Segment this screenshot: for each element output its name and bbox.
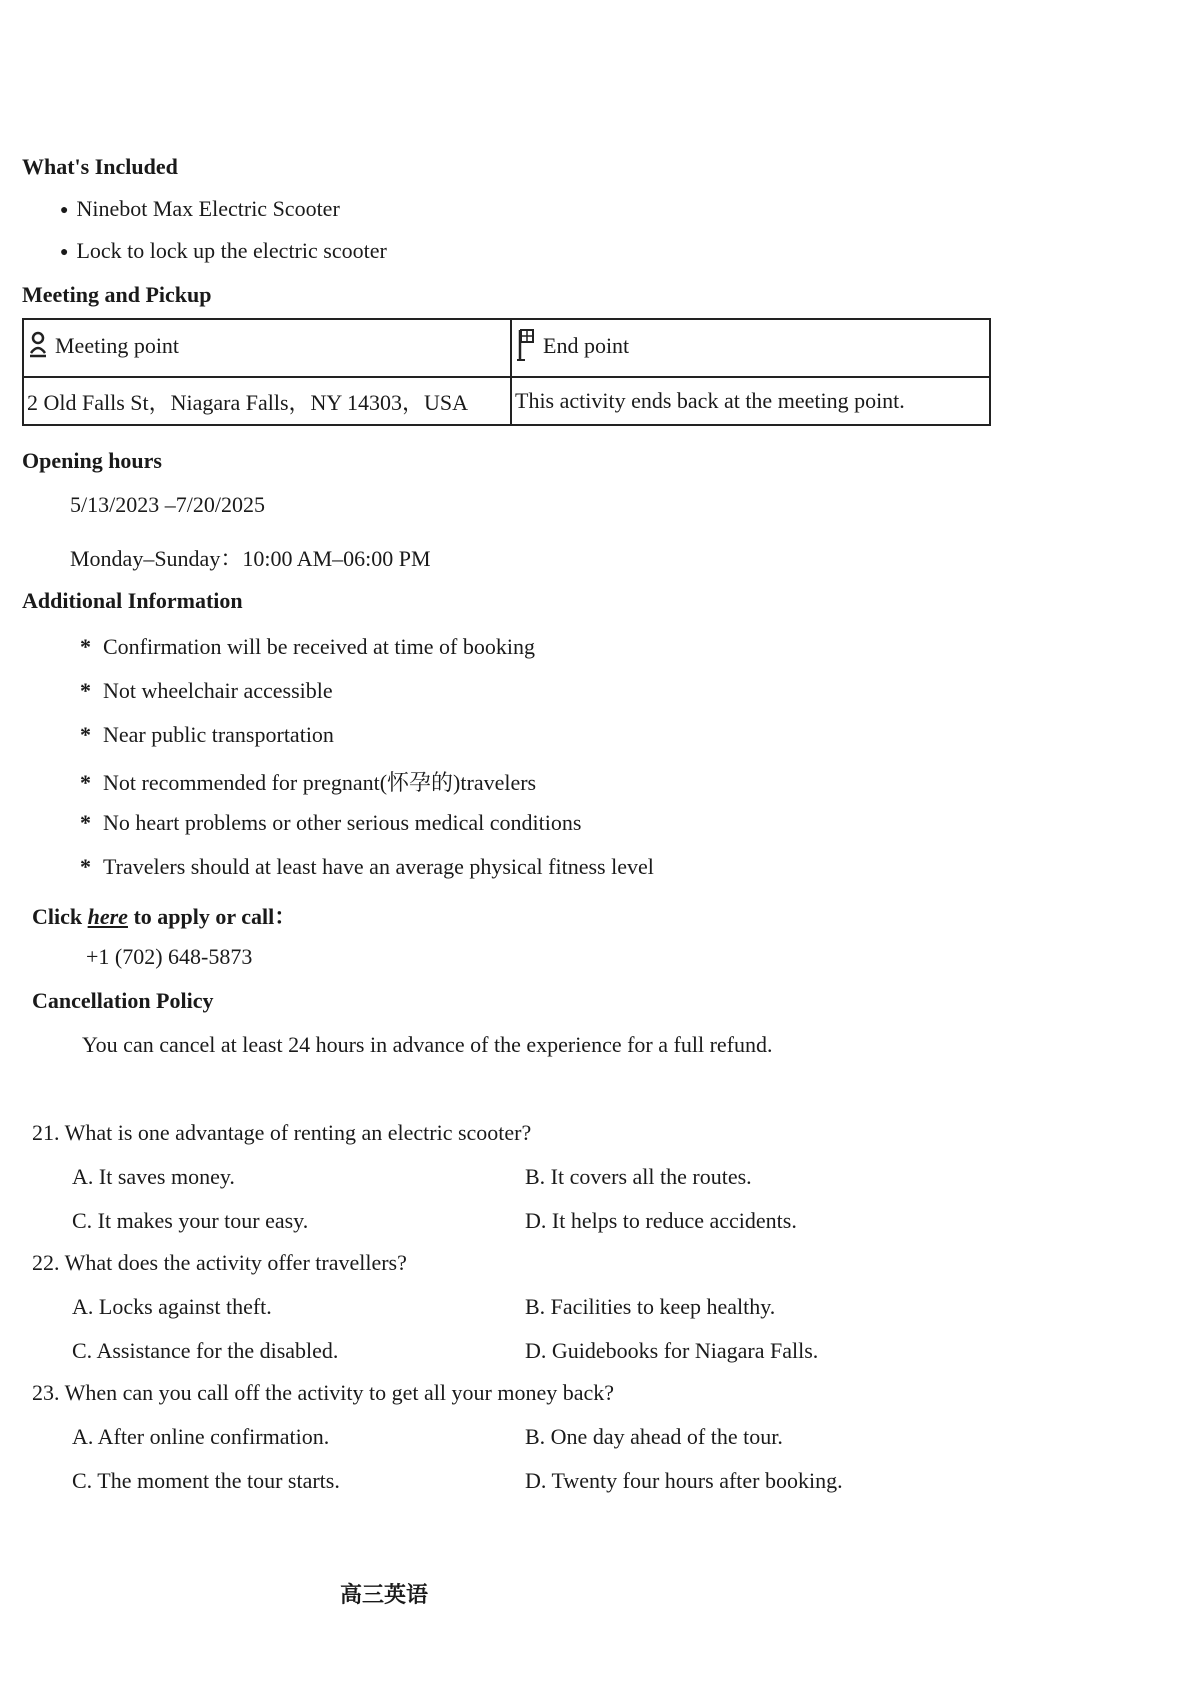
additional-item-text: Travelers should at least have an average physical fitness level — [103, 854, 654, 879]
additional-item — [80, 766, 536, 797]
meeting-point-label: Meeting point — [55, 333, 180, 359]
included-item: ● Ninebot Max Electric Scooter — [60, 196, 340, 222]
asterisk-icon: * — [80, 854, 91, 879]
additional-item-text: No heart problems or other serious medical conditions — [103, 810, 582, 835]
additional-item — [80, 678, 333, 704]
question-option: A. Locks against theft. — [72, 1294, 272, 1319]
asterisk-icon: * — [80, 722, 91, 747]
question-stem: 22. What does the activity offer travellers? — [32, 1250, 407, 1275]
end-point-header — [511, 319, 990, 377]
meeting-table — [22, 318, 991, 426]
end-point-value: This activity ends back at the meeting point. — [511, 377, 990, 425]
apply-prefix: Click — [32, 904, 88, 929]
additional-item — [80, 722, 334, 748]
additional-item — [80, 854, 654, 880]
section-heading-cancellation: Cancellation Policy — [32, 988, 214, 1013]
question-option: A. It saves money. — [72, 1164, 235, 1189]
question-option: A. After online confirmation. — [72, 1424, 330, 1449]
asterisk-icon: * — [80, 810, 91, 835]
opening-times: Monday–Sunday：10:00 AM–06:00 PM — [70, 546, 431, 571]
additional-item — [80, 634, 535, 660]
question-option: D. It helps to reduce accidents. — [525, 1208, 797, 1233]
question-option: C. The moment the tour starts. — [72, 1468, 340, 1493]
asterisk-icon: * — [80, 678, 91, 703]
question-stem: 23. When can you call off the activity to get all your money back? — [32, 1380, 615, 1405]
section-heading-hours: Opening hours — [22, 448, 162, 473]
apply-suffix: to apply or call： — [127, 904, 297, 929]
question-option: B. Facilities to keep healthy. — [525, 1294, 776, 1319]
meeting-point-value: 2 Old Falls St，Niagara Falls，NY 14303，USA — [23, 377, 511, 425]
flag-icon — [515, 328, 537, 368]
additional-item-text: Confirmation will be received at time of booking — [103, 634, 535, 659]
question-option: B. It covers all the routes. — [525, 1164, 752, 1189]
additional-item-text: Not wheelchair accessible — [103, 678, 333, 703]
section-heading-included: What's Included — [22, 154, 178, 179]
question-option: D. Guidebooks for Niagara Falls. — [525, 1338, 819, 1363]
asterisk-icon: * — [80, 770, 91, 795]
question-option: B. One day ahead of the tour. — [525, 1424, 783, 1449]
question-option: D. Twenty four hours after booking. — [525, 1468, 843, 1493]
meeting-point-header — [23, 319, 511, 377]
question-stem: 21. What is one advantage of renting an electric scooter? — [32, 1120, 532, 1145]
apply-link[interactable]: here — [87, 904, 128, 929]
asterisk-icon: * — [80, 634, 91, 659]
additional-item-text: Near public transportation — [103, 722, 334, 747]
phone-number: +1 (702) 648-5873 — [86, 944, 253, 969]
page-footer: 高三英语 — [340, 1582, 429, 1607]
section-heading-additional: Additional Information — [22, 588, 243, 613]
additional-item — [80, 810, 581, 836]
section-heading-meeting: Meeting and Pickup — [22, 282, 212, 307]
apply-line — [32, 900, 296, 931]
cancellation-text: You can cancel at least 24 hours in advance of the experience for a full refund. — [82, 1032, 773, 1057]
additional-item-text: Not recommended for pregnant(怀孕的)travelers — [103, 770, 537, 795]
included-item: ● Lock to lock up the electric scooter — [60, 238, 387, 264]
person-pin-icon — [27, 331, 49, 365]
opening-dates: 5/13/2023 –7/20/2025 — [70, 492, 265, 517]
end-point-label: End point — [543, 333, 630, 359]
question-option: C. Assistance for the disabled. — [72, 1338, 339, 1363]
question-option: C. It makes your tour easy. — [72, 1208, 309, 1233]
